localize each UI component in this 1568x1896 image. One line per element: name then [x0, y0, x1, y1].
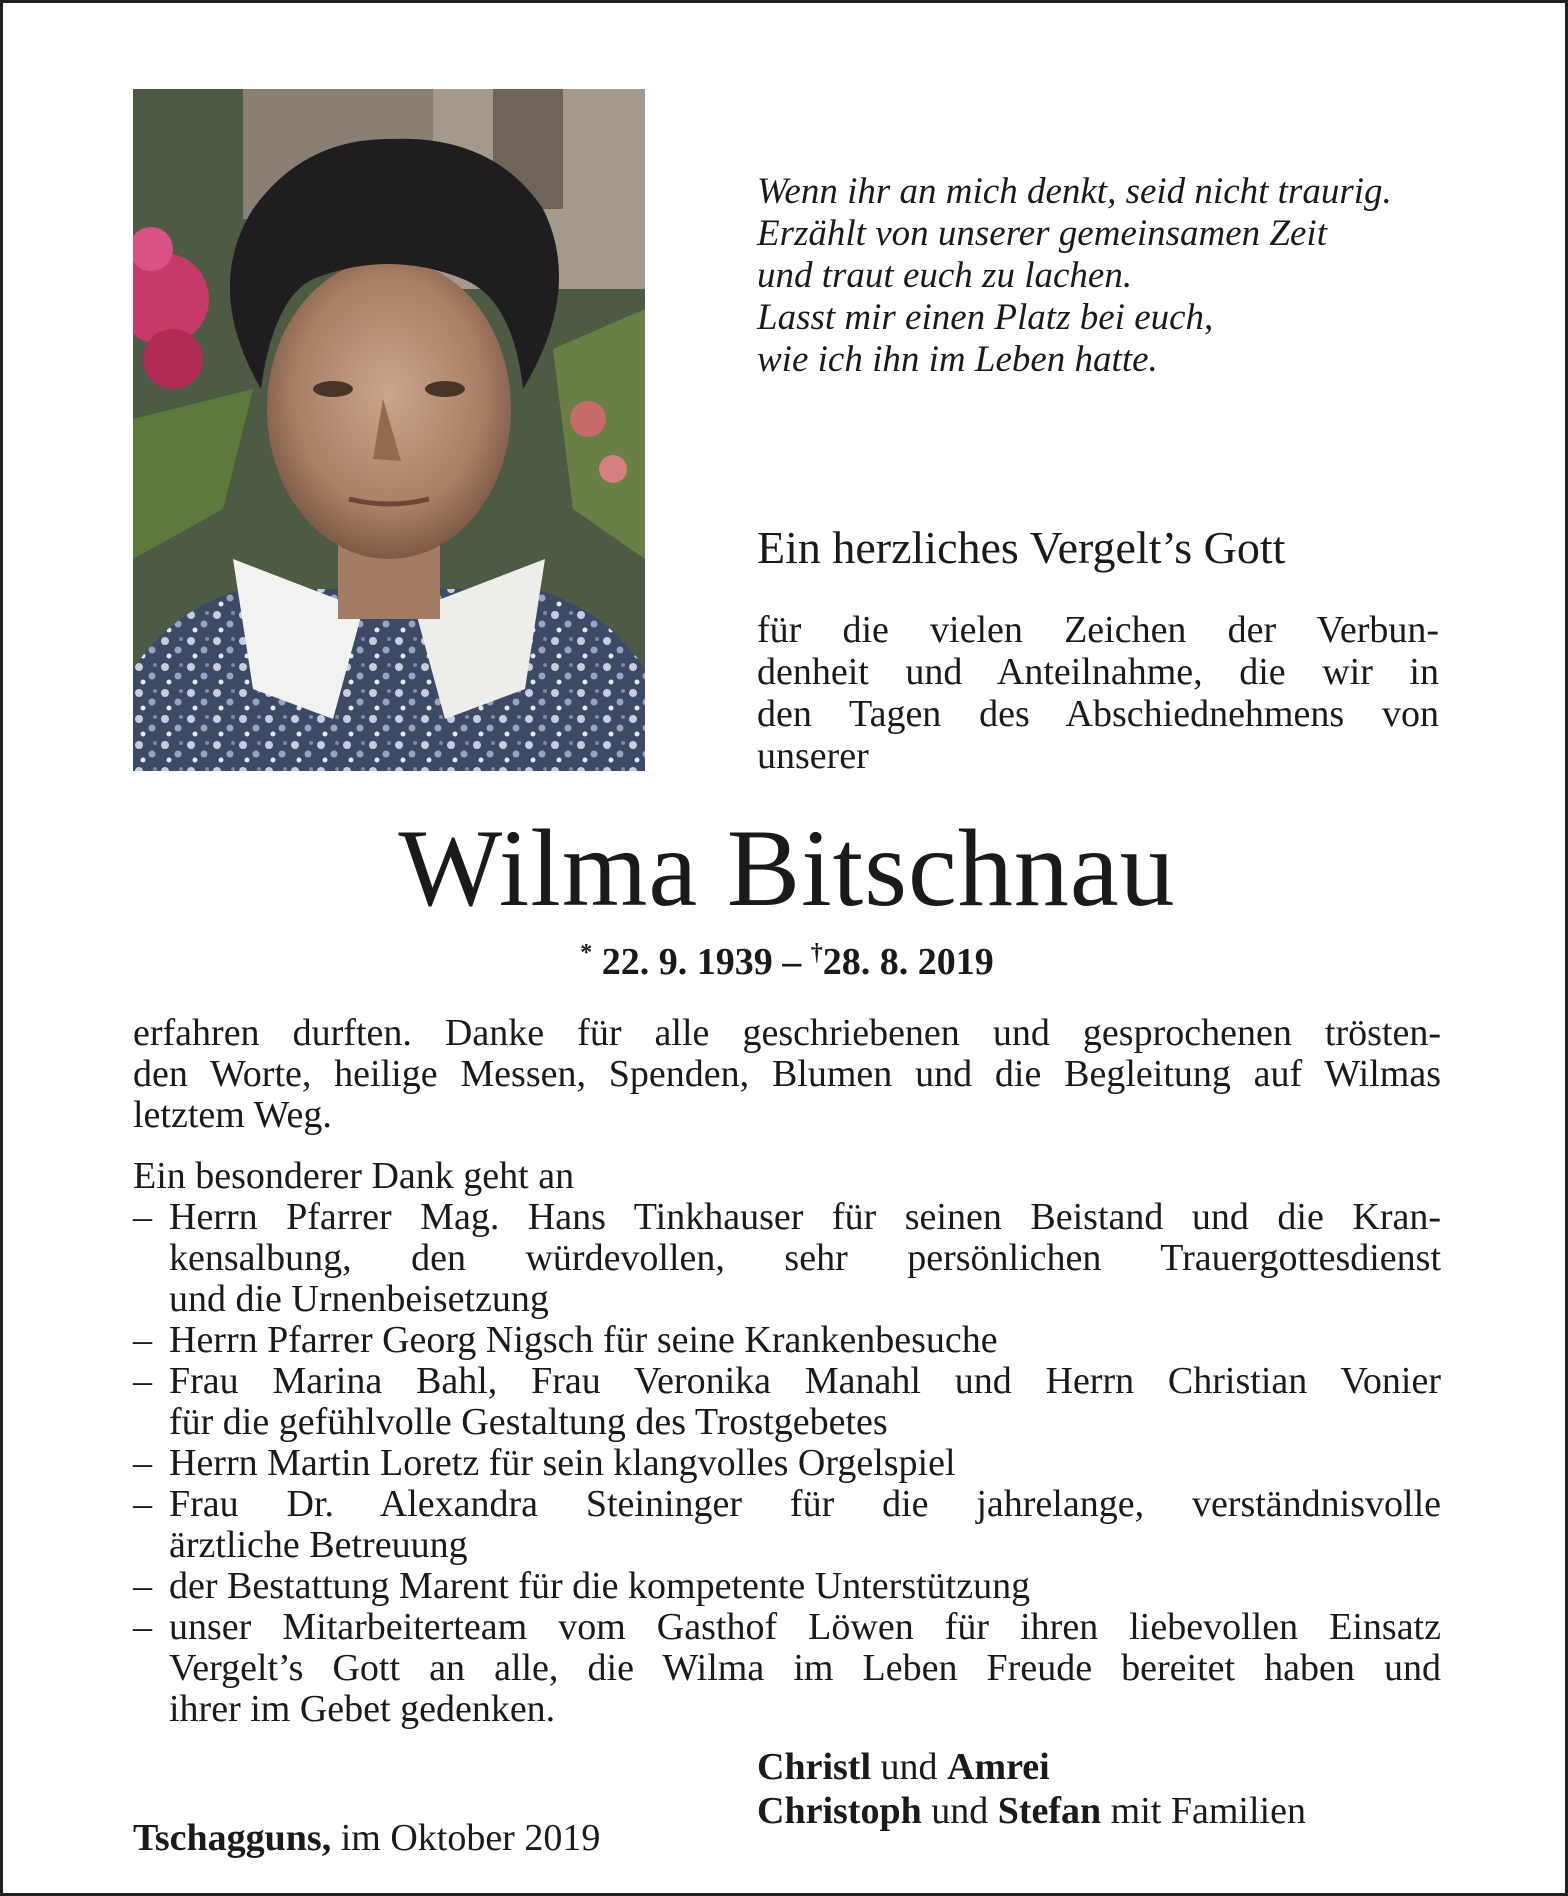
intro-line: unserer [757, 735, 869, 777]
thanks-list-item [133, 1484, 1441, 1566]
signatures [757, 1745, 1306, 1833]
list-dash: – [133, 1606, 152, 1648]
poem-line: Erzählt von unserer gemeinsamen Zeit [757, 213, 1327, 254]
closing-line: ihrer im Gebet gedenken. [169, 1688, 556, 1730]
poem-line: Wenn ihr an mich denkt, seid nicht traurig. [757, 171, 1392, 212]
death-symbol: † [810, 940, 823, 966]
item-line: Frau Marina Bahl, Frau Veronika Manahl und Herrn Christian Vonier [169, 1360, 1441, 1402]
deceased-name: Wilma Bitschnau [398, 807, 1176, 929]
item-line: Herrn Martin Loretz für sein klangvolles Orgelspiel [169, 1442, 956, 1484]
poem-line: und traut euch zu lachen. [757, 255, 1133, 296]
special-thanks-lead: Ein besonderer Dank geht an [133, 1155, 575, 1197]
signer-name: Christoph [757, 1790, 922, 1832]
signer-joiner: und [880, 1746, 938, 1788]
signature-line [757, 1789, 1306, 1833]
birth-symbol: * [580, 940, 593, 966]
thanks-list-item [133, 1320, 1441, 1361]
portrait-image [133, 89, 645, 771]
list-dash: – [133, 1196, 152, 1238]
list-dash: – [133, 1483, 152, 1525]
thanks-list-item [133, 1566, 1441, 1607]
place-date [133, 1816, 600, 1860]
death-date: 28. 8. 2019 [822, 941, 994, 983]
thanks-body [133, 1013, 1441, 1730]
signer-name: Christl [757, 1746, 871, 1788]
thanks-list-item [133, 1197, 1441, 1320]
life-dates [3, 940, 1568, 984]
portrait-photo [133, 89, 645, 771]
list-dash: – [133, 1319, 152, 1361]
signer-name: Stefan [997, 1790, 1102, 1832]
item-line: unser Mitarbeiterteam vom Gasthof Löwen für ihren liebevollen Einsatz [169, 1606, 1441, 1648]
list-dash: – [133, 1442, 152, 1484]
intro-text [757, 609, 1439, 777]
poem-line: wie ich ihn im Leben hatte. [757, 339, 1158, 380]
closing-line: Vergelt’s Gott an alle, die Wilma im Leben Freude bereitet haben und [169, 1647, 1441, 1689]
thanks-list-item [133, 1443, 1441, 1484]
item-line: Herrn Pfarrer Georg Nigsch für seine Krankenbesuche [169, 1319, 998, 1361]
signer-name: Amrei [947, 1746, 1050, 1788]
intro-line: für die vielen Zeichen der Verbun- [757, 609, 1439, 651]
body-line: letztem Weg. [133, 1094, 332, 1136]
list-dash: – [133, 1360, 152, 1402]
item-line: Frau Dr. Alexandra Steininger für die jahrelange, verständnisvolle [169, 1483, 1441, 1525]
item-line: ärztliche Betreuung [169, 1524, 468, 1566]
item-line: Herrn Pfarrer Mag. Hans Tinkhauser für seinen Beistand und die Kran- [169, 1196, 1441, 1238]
signer-suffix: mit Familien [1110, 1790, 1306, 1832]
date-separator: – [782, 941, 802, 983]
place: Tschagguns, [133, 1817, 332, 1859]
intro-line: den Tagen des Abschiednehmens von [757, 693, 1439, 735]
poem-quote [757, 171, 1477, 381]
thanks-heading: Ein herzliches Vergelt’s Gott [757, 522, 1286, 573]
date-text: im Oktober 2019 [340, 1817, 601, 1859]
poem-line: Lasst mir einen Platz bei euch, [757, 297, 1214, 338]
closing-text [133, 1648, 1441, 1730]
birth-date: 22. 9. 1939 [601, 941, 773, 983]
intro-line: denheit und Anteilnahme, die wir in [757, 651, 1439, 693]
body-line: erfahren durften. Danke für alle geschriebenen und gesprochenen trösten- [133, 1012, 1441, 1054]
item-line: für die gefühlvolle Gestaltung des Trostgebetes [169, 1401, 888, 1443]
item-line: und die Urnenbeisetzung [169, 1278, 549, 1320]
item-line: kensalbung, den würdevollen, sehr persönlichen Trauergottesdienst [169, 1237, 1441, 1279]
body-line: den Worte, heilige Messen, Spenden, Blumen und die Begleitung auf Wilmas [133, 1053, 1441, 1095]
signer-joiner: und [931, 1790, 989, 1832]
list-dash: – [133, 1565, 152, 1607]
signature-line [757, 1745, 1306, 1789]
thanks-list-item [133, 1607, 1441, 1648]
item-line: der Bestattung Marent für die kompetente Unterstützung [169, 1565, 1031, 1607]
thanks-list-item [133, 1361, 1441, 1443]
